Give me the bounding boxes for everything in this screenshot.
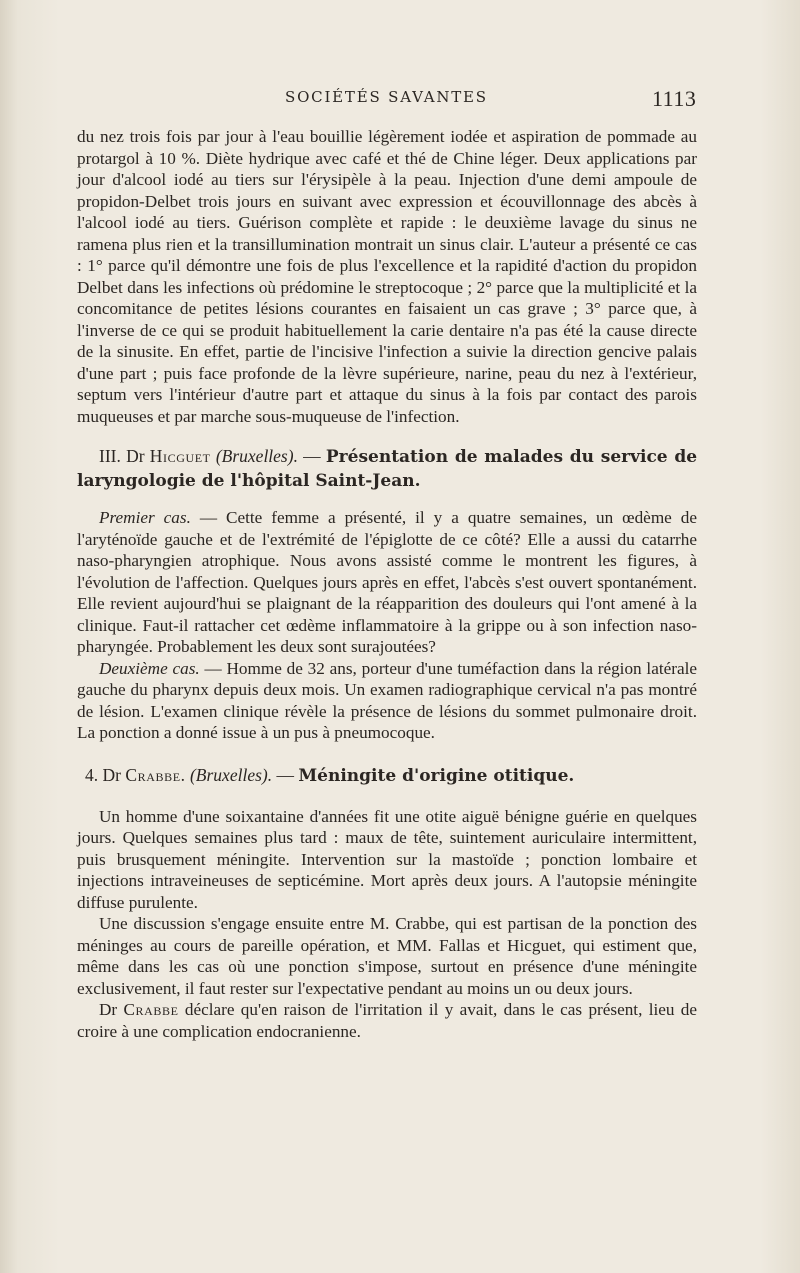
section-4-author-name: Crabbe. (125, 764, 186, 785)
section-4-city: (Bruxelles). (189, 764, 273, 785)
case-2-paragraph (77, 658, 697, 744)
section-4-title: Méningite d'origine otitique. (298, 765, 575, 786)
case-2-label: Deuxième cas. (99, 658, 200, 678)
section-3-number: III. (99, 446, 121, 466)
section-4-dash: — (276, 764, 294, 785)
section-3-author-prefix: Dr (126, 446, 145, 466)
continuation-paragraph: du nez trois fois par jour à l'eau bouillie légèrement iodée et aspiration de pommade au protargol à 10 %. Diète hydrique avec café et thé de Chine léger. Deux applications par jour d'alcool iodé au tiers sur l'érysipèle à la peau. Injection d'une demi ampoule de propidon-Delbet trois jours en suivant avec expression et écouvillonnage des abcès à l'alcool iodé au tiers. Guérison complète et rapide : le deuxième lavage du sinus ne ramena plus rien et la transillumination montrait un sinus clair. L'auteur a présenté ce cas : 1° parce qu'il démontre une fois de plus l'excellence et la rapidité d'action du propidon Delbet dans les infections où prédomine le streptocoque ; 2° parce que la multiplicité et la concomitance de petites lésions courantes en faisaient un cas grave ; 3° parce que, à l'inverse de ce qui se produit habituellement la carie dentaire n'a pas été la cause directe de la sinusite. En effet, partie de l'incisive l'infection a suivie la direction gencive palais d'une part ; puis face profonde de la lèvre supérieure, narine, peau du nez à l'extérieur, septum vers l'intérieur d'autre part et attaque du sinus à la fois par contact des parois muqueuses et par marche sous-muqueuse de l'infection. (77, 127, 697, 426)
body-text (77, 126, 697, 1042)
section-3-author-name: Hicguet (149, 446, 211, 466)
section-4-author-prefix: Dr (102, 764, 121, 785)
section-3-title: Présentation de malades du service de laryngologie de l'hôpital Saint-Jean. (77, 447, 698, 491)
section-4-paragraph-2: Une discussion s'engage ensuite entre M. Crabbe, qui est partisan de la ponction des méninges au cours de pareille opération, et MM. Fallas et Hicguet, qui estiment que, même dans les cas où une ponction s'impose, surtout en présence d'une méningite exclusivement, il faut rester sur l'expectative pendant au moins un ou deux jours. (77, 914, 697, 998)
section-4-paragraph-1: Un homme d'une soixantaine d'années fit une otite aiguë bénigne guérie en quelques jours. Quelques semaines plus tard : maux de tête, suintement auriculaire intermittent, puis brusquement méningite. Intervention sur la mastoïde ; ponction lombaire et injections intraveineuses de septicémine. Mort après deux jours. A l'autopsie méningite diffuse purulente. (77, 806, 697, 912)
para-3-author-prefix: Dr (99, 1000, 118, 1019)
section-3-city: (Bruxelles). (215, 446, 298, 466)
case-2-text: — Homme de 32 ans, porteur d'une tuméfaction dans la région latérale gauche du pharynx depuis deux mois. Un examen radiographique cervical n'a pas montré de lésion. L'examen clinique révèle la présence de lésions du sommet pulmonaire droit. La ponction a donné issue à un pus à pneumocoque. (77, 658, 697, 742)
case-1-paragraph (77, 507, 697, 658)
case-1-label: Premier cas. (99, 508, 191, 527)
section-4-number: 4. (85, 764, 99, 785)
section-4-heading (77, 764, 697, 788)
section-4-paragraph-3 (77, 999, 697, 1042)
running-title: SOCIÉTÉS SAVANTES (285, 88, 488, 106)
case-1-text: — Cette femme a présenté, il y a quatre semaines, un œdème de l'aryténoïde gauche et de l'extrémité de l'épiglotte de ce côté? Elle a aussi du catarrhe naso-pharyngien atrophique. Nous avons assisté comme le montrent les figures, à l'évolution de l'affection. Quelques jours après en effet, l'abcès s'est ouvert spontanément. Elle revient aujourd'hui se plaignant de la réapparition des douleurs qui l'ont amené à la clinique. Faut-il rattacher cet œdème inflammatoire à la grippe ou à son infection naso-pharyngée. Probablement les deux sont surajoutées? (77, 508, 698, 656)
para-3-author-name: Crabbe (123, 1000, 179, 1019)
section-3-dash: — (303, 446, 321, 466)
section-3-heading (77, 445, 697, 493)
page-number: 1113 (652, 86, 697, 111)
para-3-text: déclare qu'en raison de l'irritation il y avait, dans le cas présent, lieu de croire à une complication endocranienne. (77, 1000, 698, 1041)
